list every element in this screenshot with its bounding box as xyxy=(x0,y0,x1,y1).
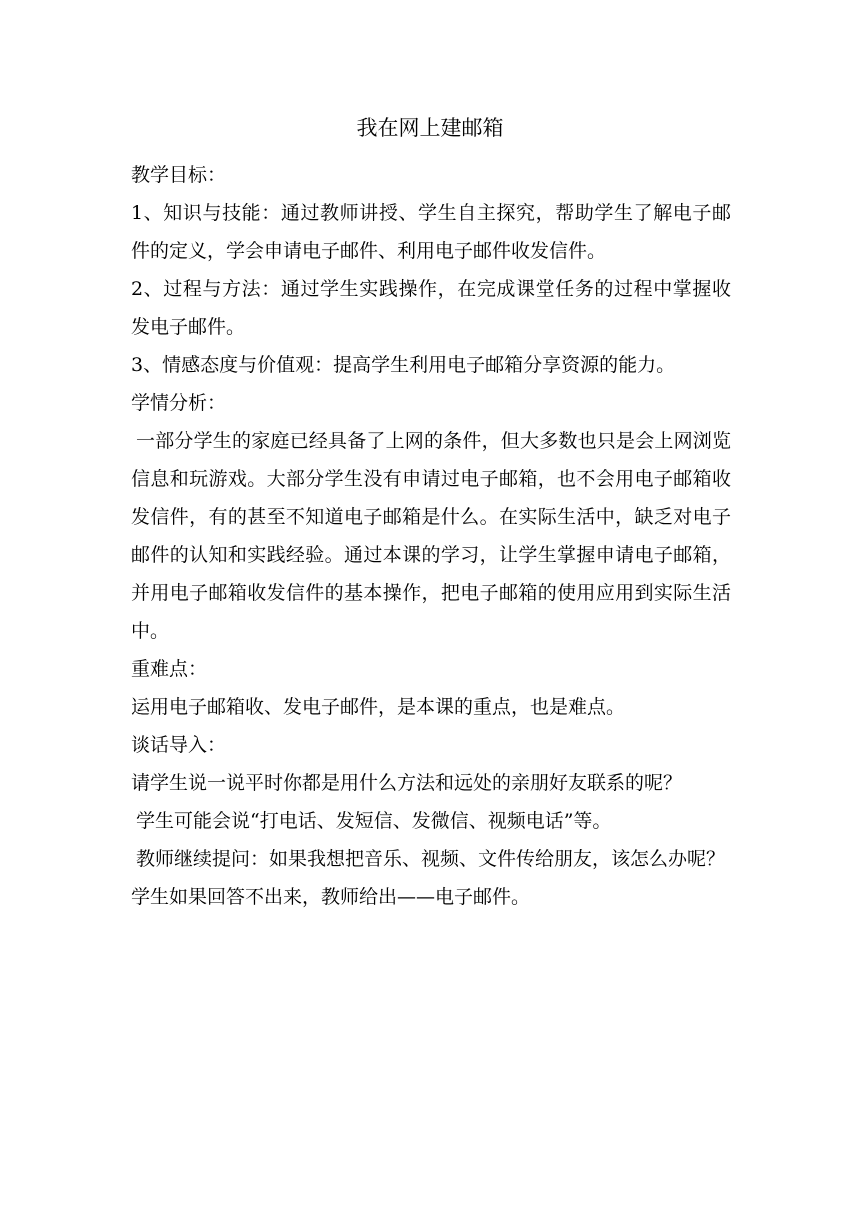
paragraph-email-conclusion: 学生如果回答不出来，教师给出——电子邮件。 xyxy=(131,886,531,908)
paragraph-process-methods: 2、过程与方法：通过学生实践操作，在完成课堂任务的过程中掌握收发电子邮件。 xyxy=(131,278,731,338)
section-heading-introduction: 谈话导入： xyxy=(131,734,227,756)
paragraph-learner-analysis: 一部分学生的家庭已经具备了上网的条件，但大多数也只是会上网浏览信息和玩游戏。大部分学生没有申请过电子邮箱，也不会用电子邮箱收发信件，有的甚至不知道电子邮箱是什么。在实际生活中，缺乏对电子邮件的认知和实践经验。通过本课的学习，让学生掌握申请电子邮箱，并用电子邮箱收发信件的基本操作，把电子邮箱的使用应用到实际生活中。 xyxy=(131,430,731,642)
paragraph-teacher-question: 教师继续提问：如果我想把音乐、视频、文件传给朋友，该怎么办呢？ xyxy=(136,848,726,870)
paragraph-student-answer: 学生可能会说“打电话、发短信、发微信、视频电话”等。 xyxy=(136,810,612,832)
paragraph-question-contact: 请学生说一说平时你都是用什么方法和远处的亲朋好友联系的呢？ xyxy=(131,772,683,794)
paragraph-key-points: 运用电子邮箱收、发电子邮件，是本课的重点，也是难点。 xyxy=(131,696,626,718)
paragraph-knowledge-skills: 1、知识与技能：通过教师讲授、学生自主探究，帮助学生了解电子邮件的定义，学会申请电子邮件、利用电子邮件收发信件。 xyxy=(131,202,731,262)
document-title: 我在网上建邮箱 xyxy=(356,116,504,140)
document-body xyxy=(131,156,731,916)
section-heading-key-points: 重难点： xyxy=(131,658,208,680)
section-heading-teaching-goals: 教学目标： xyxy=(131,164,227,186)
paragraph-emotion-values: 3、情感态度与价值观：提高学生利用电子邮箱分享资源的能力。 xyxy=(131,354,676,376)
section-heading-learner-analysis: 学情分析： xyxy=(131,392,227,414)
